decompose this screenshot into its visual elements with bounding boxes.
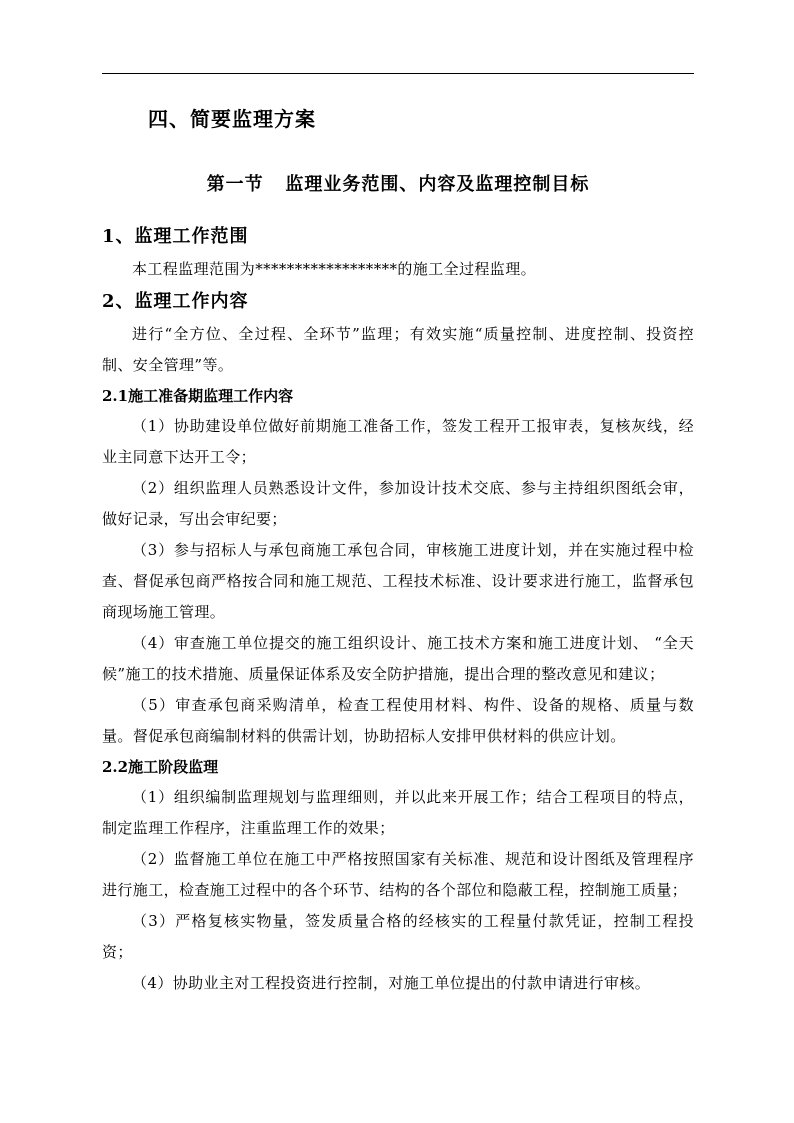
prep-item: （1）协助建设单位做好前期施工准备工作，签发工程开工报审表，复核灰线，经业主同意下达开工令； (102, 417, 694, 466)
scope-paragraph: 本工程监理范围为******************的施工全过程监理。 (132, 260, 537, 278)
document-body (102, 220, 694, 999)
prep-item: （2）组织监理人员熟悉设计文件，参加设计技术交底、参与主持组织图纸会审，做好记录，写出会审纪要； (102, 479, 694, 528)
section-title: 第一节 监理业务范围、内容及监理控制目标 (206, 174, 590, 195)
content-heading: 2、监理工作内容 (102, 291, 249, 312)
construction-item: （3）严格复核实物量，签发质量合格的经核实的工程量付款凭证，控制工程投资； (102, 912, 694, 961)
prep-item: （3）参与招标人与承包商施工承包合同，审核施工进度计划，并在实施过程中检查、督促承包商严格按合同和施工规范、工程技术标准、设计要求进行施工，监督承包商现场施工管理。 (102, 541, 694, 621)
construction-item: （4）协助业主对工程投资进行控制，对施工单位提出的付款申请进行审核。 (132, 974, 651, 992)
prep-item: （5）审查承包商采购清单，检查工程使用材料、构件、设备的规格、质量与数量。督促承包商编制材料的供需计划，协助招标人安排甲供材料的供应计划。 (102, 696, 694, 745)
chapter-title: 四、简要监理方案 (148, 107, 316, 131)
construction-item: （2）监督施工单位在施工中严格按照国家有关标准、规范和设计图纸及管理程序进行施工，检查施工过程中的各个环节、结构的各个部位和隐蔽工程，控制施工质量； (102, 850, 694, 899)
construction-heading: 2.2施工阶段监理 (102, 758, 219, 776)
construction-item: （1）组织编制监理规划与监理细则，并以此来开展工作；结合工程项目的特点，制定监理工作程序，注重监理工作的效果； (102, 788, 694, 837)
page-header-rule (102, 73, 694, 74)
prep-heading: 2.1施工准备期监理工作内容 (102, 387, 294, 405)
content-paragraph: 进行“全方位、全过程、全环节”监理；有效实施“质量控制、进度控制、投资控制、安全管理”等。 (102, 325, 694, 374)
prep-item: （4）审查施工单位提交的施工组织设计、施工技术方案和施工进度计划、 “全天候”施工的技术措施、质量保证体系及安全防护措施，提出合理的整改意见和建议； (102, 634, 694, 683)
scope-heading: 1、监理工作范围 (102, 226, 249, 247)
